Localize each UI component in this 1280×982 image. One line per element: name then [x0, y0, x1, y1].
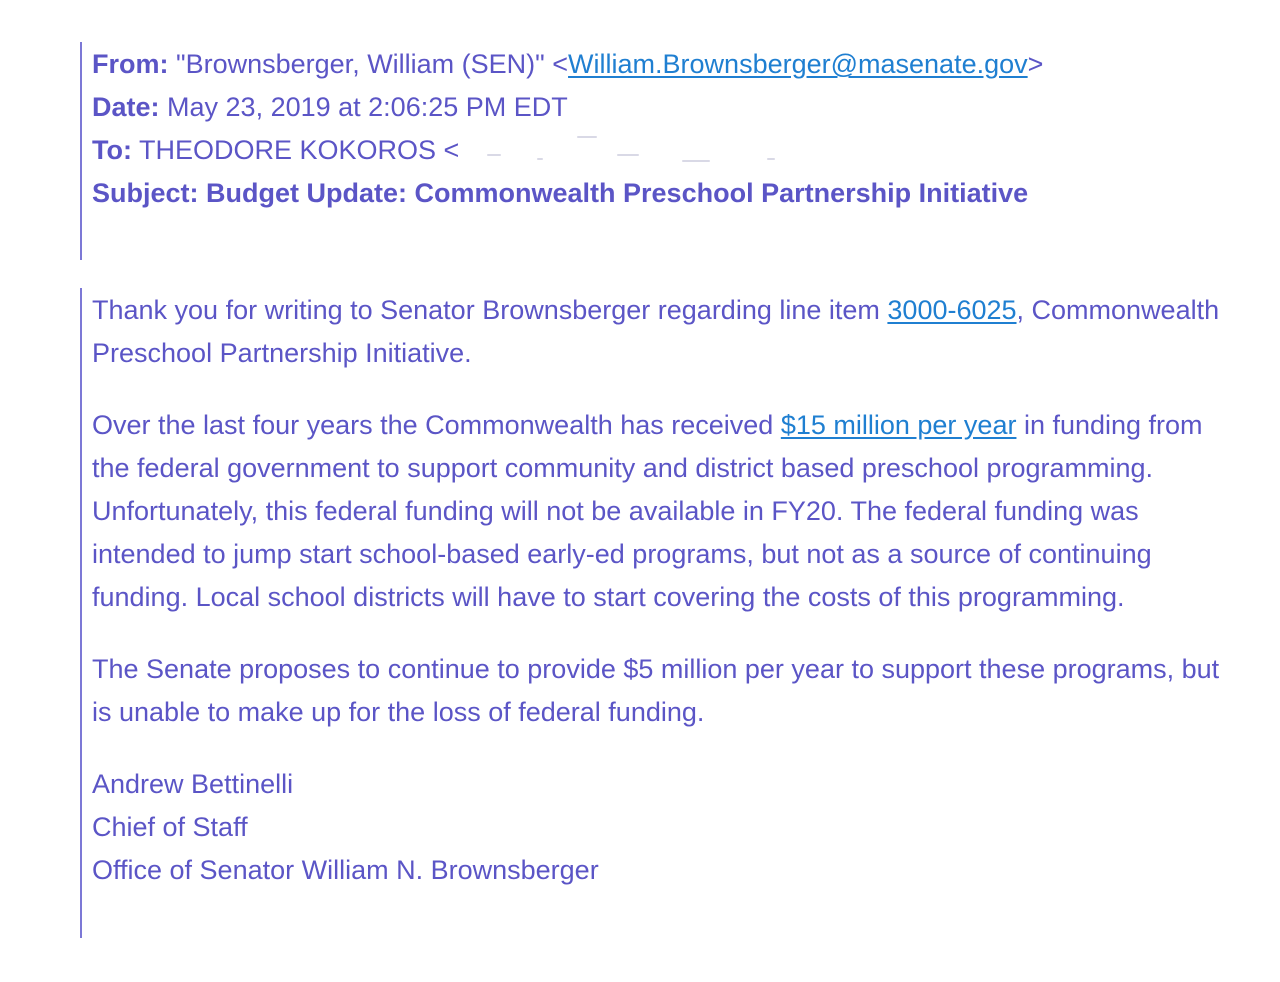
paragraph-2 [92, 404, 1230, 619]
paragraph-3: The Senate proposes to continue to provide $5 million per year to support these programs, but is unable to make up for the loss of federal funding. [92, 654, 1220, 727]
line-item-link[interactable]: 3000-6025 [887, 295, 1017, 325]
date-line [92, 86, 1230, 129]
from-open-bracket: < [544, 49, 569, 79]
paragraph-1 [92, 289, 1230, 375]
funding-link[interactable]: $15 million per year [780, 410, 1017, 440]
signature-office: Office of Senator William N. Brownsberger [92, 855, 599, 885]
subject-label: Subject: [92, 178, 199, 208]
signature [92, 763, 1230, 892]
paragraph-1-text: Thank you for writing to Senator Brownsberger regarding line item [92, 295, 888, 325]
email-header [80, 42, 1230, 260]
to-line [92, 129, 1230, 172]
paragraph-2-text: Over the last four years the Commonwealth has received [92, 410, 781, 440]
signature-title: Chief of Staff [92, 812, 248, 842]
to-value: THEODORE KOKOROS < [139, 135, 460, 165]
redacted-email-mark [467, 138, 787, 166]
to-label: To: [92, 135, 132, 165]
date-label: Date: [92, 92, 160, 122]
signature-name: Andrew Bettinelli [92, 769, 294, 799]
subject-value: Budget Update: Commonwealth Preschool Partnership Initiative [206, 178, 1029, 208]
date-value: May 23, 2019 at 2:06:25 PM EDT [167, 92, 568, 122]
from-close-bracket: > [1027, 49, 1044, 79]
from-line [92, 43, 1230, 86]
from-label: From: [92, 49, 169, 79]
from-name: "Brownsberger, William (SEN)" [176, 49, 545, 79]
email-body [80, 288, 1230, 938]
paragraph-1-text-end: , Commonwealth Preschool Partnership Initiative. [92, 295, 1220, 368]
paragraph-2-text-end: in funding from the federal government to support community and district based preschool programming. Unfortunately, this federal funding will not be available in FY20. The federal funding was intended to jump start school-based early-ed programs, but not as a source of continuing funding. Local school districts will have to start covering the costs of this programming. [92, 410, 1203, 612]
from-email-link[interactable]: William.Brownsberger@masenate.gov [568, 49, 1028, 79]
subject-line [92, 172, 1230, 215]
